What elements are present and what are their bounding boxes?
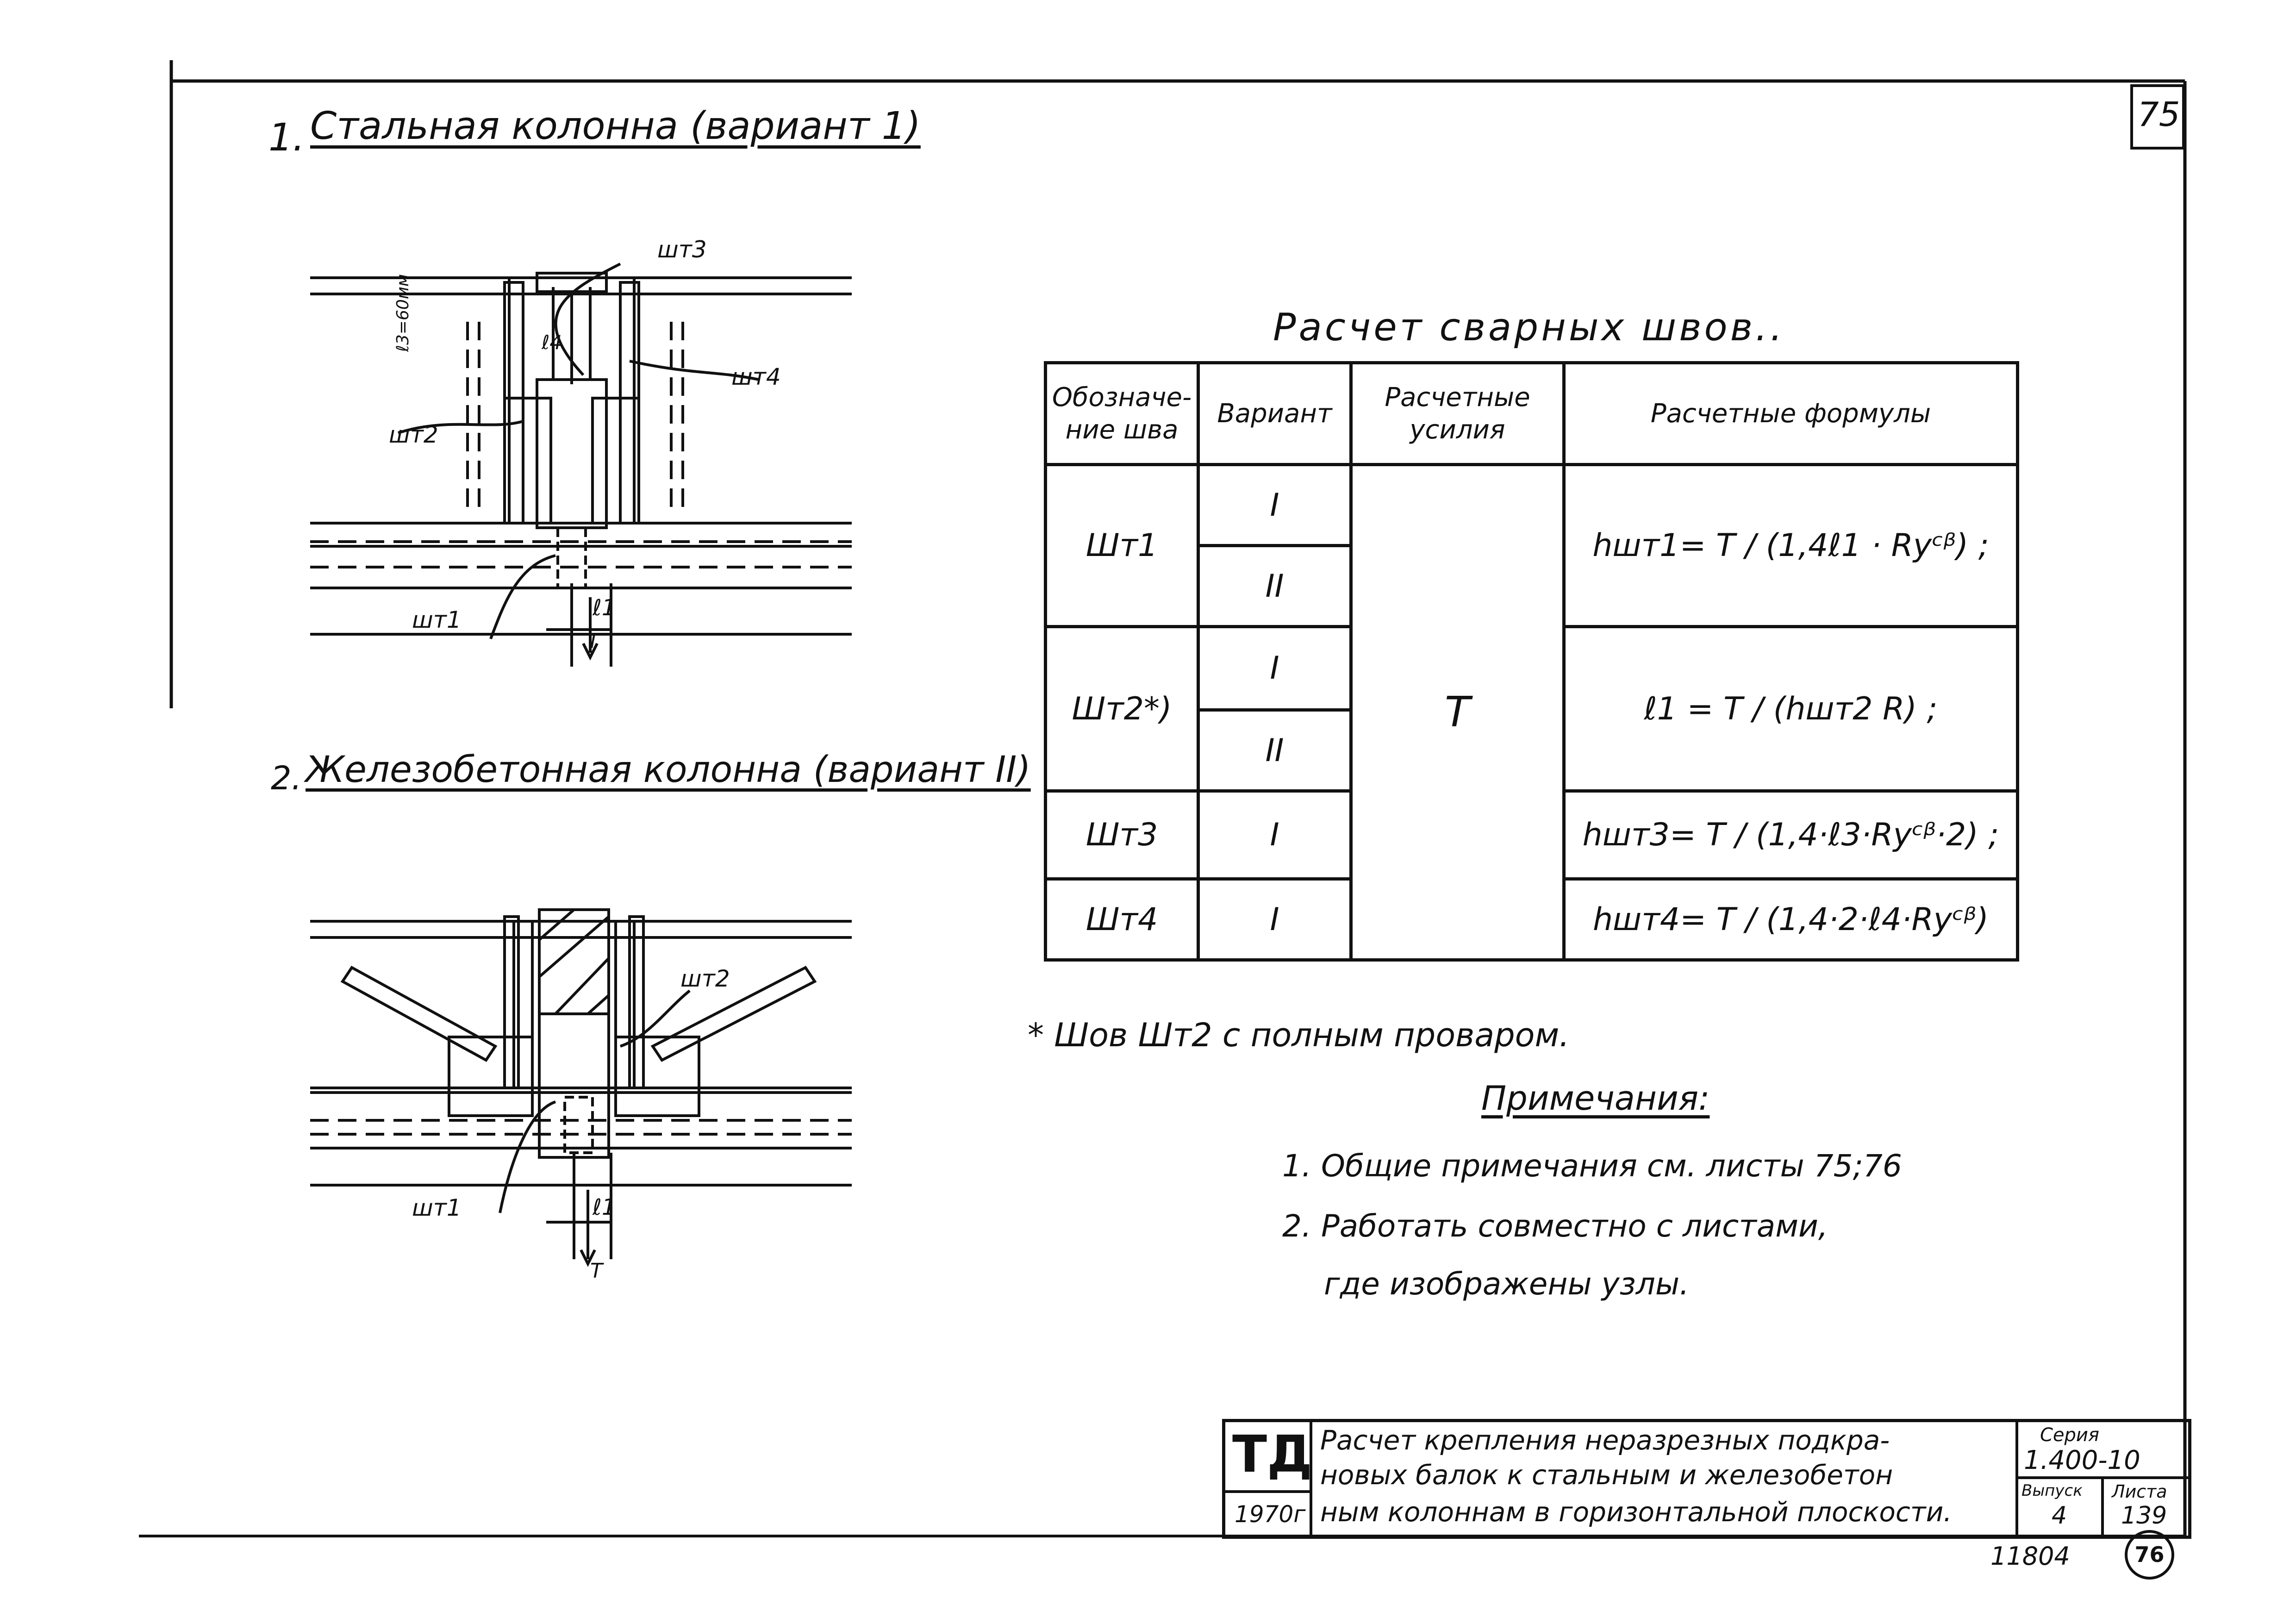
- header-variant: Вариант: [1198, 363, 1351, 465]
- desc-line-2: новых балок к стальным и железобетон: [1320, 1459, 1893, 1491]
- series-label: Серия: [2040, 1424, 2099, 1446]
- formula-cell: hшт4= T / (1,4·2·ℓ4·Rуᶜᵝ): [1564, 879, 2018, 960]
- footnote: * Шов Шт2 с полным проваром.: [1028, 1016, 1570, 1054]
- note-3: где изображены узлы.: [1324, 1266, 1690, 1302]
- page-number: 75: [2138, 95, 2180, 134]
- header-formula: Расчетные формулы: [1564, 363, 2018, 465]
- notes-title: Примечания:: [1481, 1079, 1710, 1118]
- label-w3: шт3: [657, 236, 707, 263]
- variant-cell: I: [1198, 791, 1351, 879]
- section2-title: Железобетонная колонна (вариант II): [306, 749, 1031, 791]
- issue: 4: [2052, 1502, 2067, 1530]
- title-block: [1222, 1419, 2191, 1539]
- variant-cell: I: [1198, 465, 1351, 546]
- sheet-label: Листа: [2112, 1481, 2167, 1502]
- stamp-circle: [2125, 1530, 2174, 1580]
- section1-index: 1.: [268, 116, 305, 160]
- desc-line-3: ным колоннам в горизонтальной плоскости.: [1320, 1496, 1952, 1528]
- formula-cell: hшт3= T / (1,4·ℓ3·Rуᶜᵝ·2) ;: [1564, 791, 2018, 879]
- year: 1970г: [1235, 1501, 1306, 1528]
- section2-index: 2.: [271, 759, 302, 797]
- label2-w2: шт2: [680, 965, 730, 992]
- weld-cell: Шт1: [1046, 465, 1198, 627]
- label-w4: шт4: [731, 363, 781, 390]
- force-cell: T: [1351, 465, 1564, 960]
- formula-cell: hшт1= T / (1,4ℓ1 · Rуᶜᵝ) ;: [1564, 465, 2018, 627]
- label-l3: ℓ3=60мм: [393, 274, 412, 352]
- label2-t: T: [590, 1259, 603, 1283]
- label2-w1: шт1: [412, 1194, 462, 1221]
- formula-cell: ℓ1 = T / (hшт2 R) ;: [1564, 627, 2018, 791]
- label2-l1: ℓ1: [593, 1194, 616, 1220]
- label-l1: ℓ1: [593, 595, 616, 621]
- table-title: Расчет сварных швов..: [1273, 306, 1785, 350]
- weld-cell: Шт4: [1046, 879, 1198, 960]
- header-force: Расчетные усилия: [1351, 363, 1564, 465]
- variant-cell: I: [1198, 627, 1351, 710]
- label-t: T: [587, 630, 599, 653]
- variant-cell: II: [1198, 546, 1351, 627]
- weld-table: [1044, 361, 2019, 962]
- weld-cell: Шт2*): [1046, 627, 1198, 791]
- drawing-concrete-column: [296, 889, 898, 1305]
- label-w2: шт2: [389, 421, 438, 448]
- stamp-number: 76: [2134, 1542, 2165, 1567]
- section1-title: Стальная колонна (вариант 1): [310, 104, 921, 148]
- desc-line-1: Расчет крепления неразрезных подкра-: [1320, 1424, 1890, 1456]
- sheet: 139: [2121, 1502, 2167, 1530]
- weld-cell: Шт3: [1046, 791, 1198, 879]
- series: 1.400-10: [2024, 1445, 2140, 1475]
- variant-cell: II: [1198, 710, 1351, 791]
- inventory-number: 11804: [1990, 1542, 2070, 1571]
- label-l4: ℓ4: [542, 331, 562, 354]
- label-w1: шт1: [412, 606, 462, 633]
- org-code: ТД: [1232, 1424, 1313, 1484]
- note-1: 1. Общие примечания см. листы 75;76: [1282, 1148, 1902, 1184]
- header-weld: Обозначе-ние шва: [1046, 363, 1198, 465]
- note-2: 2. Работать совместно с листами,: [1282, 1208, 1828, 1244]
- issue-label: Выпуск: [2021, 1481, 2083, 1500]
- variant-cell: I: [1198, 879, 1351, 960]
